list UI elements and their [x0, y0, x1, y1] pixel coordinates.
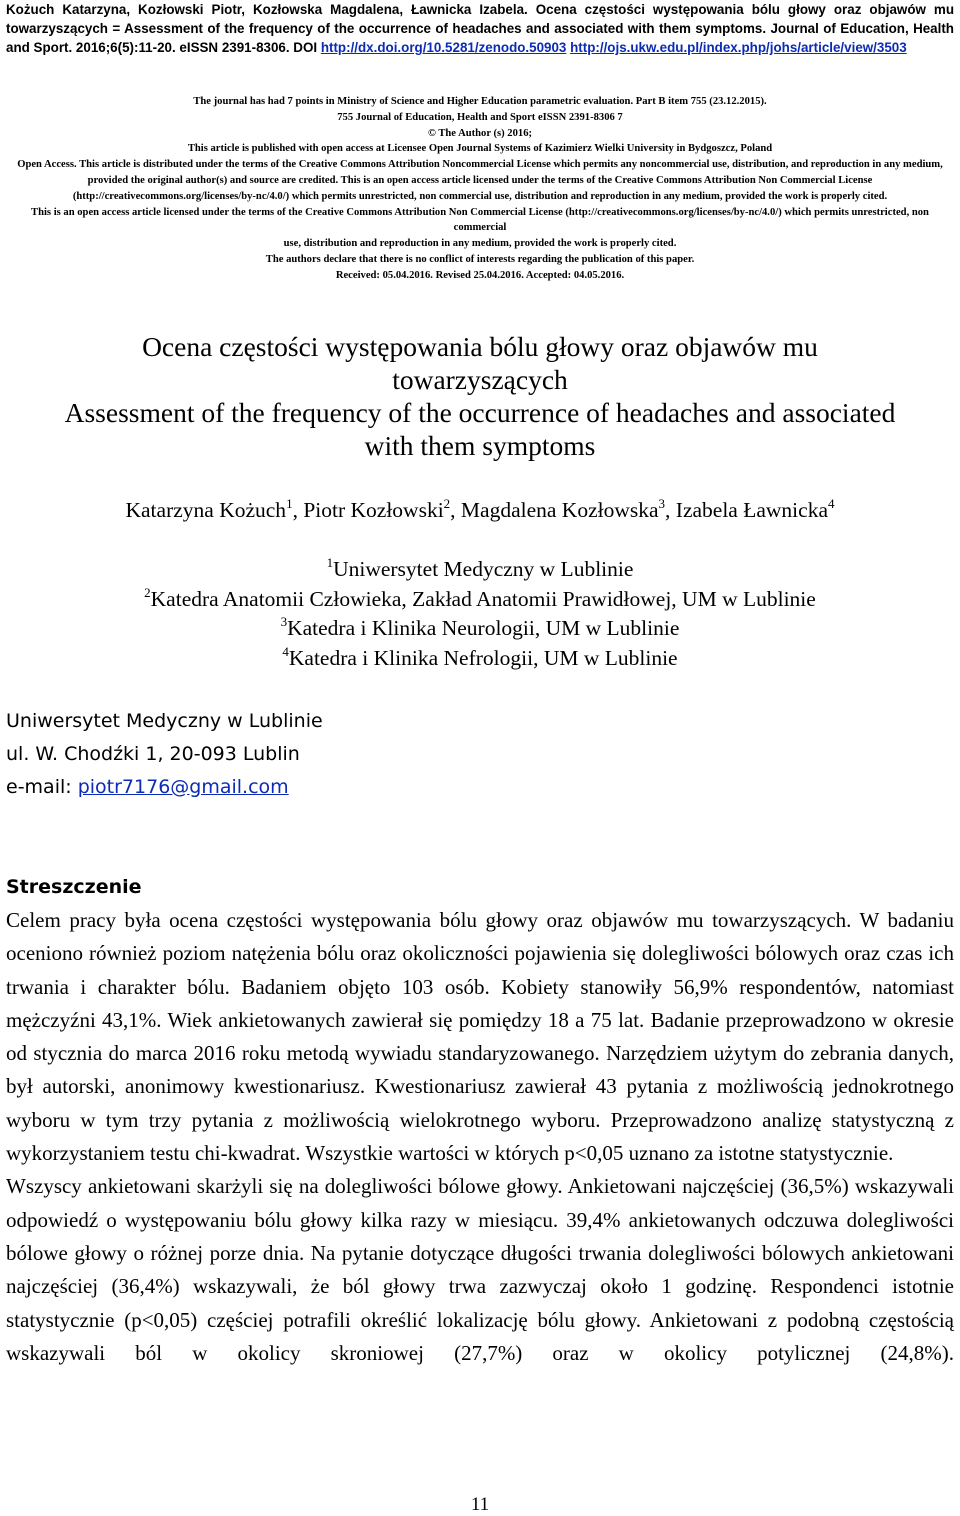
- affiliation-text: Katedra Anatomii Człowieka, Zakład Anatomii Prawidłowej, UM w Lublinie: [150, 586, 816, 611]
- abstract-paragraph-1: Celem pracy była ocena częstości występowania bólu głowy oraz objawów mu towarzyszących. W badaniu oceniono również poziom natężenia bólu oraz okoliczności pojawienia się dolegliwości bólowych oraz czas ich trwania i charakter bólu. Badaniem objęto 103 osób. Kobiety stanowiły 56,9% respondentów, natomiast mężczyźni 43,1%. Wiek ankietowanych zawierał się pomiędzy 18 a 75 lat. Badanie przeprowadzono w okresie od stycznia do marca 2016 roku metodą wywiadu standaryzowanego. Narzędziem użytym do zebrania danych, był autorski, anonimowy kwestionariusz. Kwestionariusz zawierał 43 pytania z możliwością jednokrotnego wyboru w tym trzy pytania z możliwością wielokrotnego wyboru. Przeprowadzono analizę statystyczną z wykorzystaniem testu chi-kwadrat. Wszystkie wartości w których p<0,05 uznano za istotne statystycznie.: [6, 908, 954, 1166]
- author-affiliation-sup: 3: [658, 496, 666, 511]
- author-affiliation-sup: 4: [828, 496, 835, 511]
- doi-link[interactable]: http://dx.doi.org/10.5281/zenodo.50903: [320, 40, 567, 55]
- affiliation-list: [0, 555, 960, 673]
- copyright-line: © The Author (s) 2016;: [427, 127, 533, 139]
- affiliation-text: Katedra i Klinika Neurologii, UM w Lublinie: [287, 616, 680, 640]
- citation-text: Kożuch Katarzyna, Kozłowski Piotr, Kozłowska Magdalena, Ławnicka Izabela. Ocena częstości występowania bólu głowy oraz objawów mu towarzyszących = Assessment of the frequency of the occurrence of headaches and associated with them symptoms. Journal of Education, Health and Sport. 2016;6(5):11-20. eISSN 2391-8306. DOI: [6, 2, 954, 55]
- author-affiliation-sup: 1: [286, 496, 293, 511]
- title-polish-line-1: Ocena częstości występowania bólu głowy oraz objawów mu: [142, 331, 818, 362]
- email-link[interactable]: piotr7176@gmail.com: [77, 776, 289, 798]
- address-line-1: Uniwersytet Medyczny w Lublinie: [6, 710, 323, 732]
- affiliation-text: Katedra i Klinika Nefrologii, UM w Lublinie: [288, 645, 678, 670]
- affiliation-item: [0, 555, 960, 585]
- title-english-line-1: Assessment of the frequency of the occurrence of headaches and associated: [64, 397, 896, 428]
- publisher-line: This article is published with open access at Licensee Open Journal Systems of Kazimierz Wielki University in Bydgoszcz, Poland: [187, 143, 773, 155]
- abstract-body: [6, 904, 954, 1370]
- affiliation-item: [0, 585, 960, 615]
- abstract-heading: Streszczenie: [6, 876, 142, 898]
- email-line: [6, 771, 606, 804]
- author-name: Katarzyna Kożuch: [125, 498, 287, 522]
- abstract-paragraph-2: Wszyscy ankietowani skarżyli się na dolegliwości bólowe głowy. Ankietowani najczęściej (36,5%) wskazywali odpowiedź o występowaniu bólu głowy kilka razy w miesiącu. 39,4% ankietowanych odczuwa dolegliwości bólowe głowy o różnej porze dnia. Na pytanie dotyczące długości trwania dolegliwości bólowych ankietowani najczęściej (36,4%) wskazywali, że ból głowy trwa zazwyczaj około 1 godzinę. Respondenci istotnie statystycznie (p<0,05) częściej potrafili określić lokalizację bólu głowy. Ankietowani z podobną częstością wskazywali ból w okolicy skroniowej (27,7%) oraz w okolicy potylicznej (24,8%).: [6, 1174, 954, 1365]
- page-number: 11: [470, 1494, 490, 1515]
- affiliation-item: [0, 644, 960, 674]
- author-affiliation-sup: 2: [443, 496, 451, 511]
- affiliation-number: 4: [282, 643, 289, 659]
- author-list: [0, 495, 960, 525]
- article-title: [0, 330, 960, 462]
- title-polish-line-2: towarzyszących: [392, 364, 568, 395]
- author-name: , Izabela Ławnicka: [665, 498, 828, 522]
- author-name: , Magdalena Kozłowska: [450, 498, 659, 522]
- email-label: e-mail:: [6, 776, 78, 798]
- open-access-line: Open Access. This article is distributed under the terms of the Creative Commons Attribution Noncommercial License which permits any noncommercial use, distribution, and reproduction in any medium,: [17, 159, 943, 171]
- affiliation-text: Uniwersytet Medyczny w Lublinie: [333, 557, 634, 581]
- author-name: , Piotr Kozłowski: [292, 498, 444, 522]
- journal-points-line: The journal has had 7 points in Ministry of Science and Higher Education parametric evaluation. Part B item 755 (23.12.2015).: [193, 96, 767, 107]
- citation-block: [6, 0, 954, 57]
- affiliation-number: 3: [280, 614, 288, 629]
- affiliation-number: 2: [144, 584, 151, 600]
- license-line-2: This is an open access article licensed under the terms of the Creative Commons Attribution Non Commercial License (http://creativecommons.org/licenses/by-nc/4.0/) which permits unrestricted, non commercial: [31, 206, 929, 234]
- correspondence-address: [6, 705, 606, 804]
- address-line-2: ul. W. Chodźki 1, 20-093 Lublin: [6, 743, 300, 765]
- dates-line: Received: 05.04.2016. Revised 25.04.2016. Accepted: 04.05.2016.: [335, 269, 625, 281]
- conflict-line: The authors declare that there is no conflict of interests regarding the publication of this paper.: [265, 253, 695, 265]
- license-line-3: use, distribution and reproduction in any medium, provided the work is properly cited.: [283, 238, 677, 250]
- ojs-link[interactable]: http://ojs.ukw.edu.pl/index.php/johs/article/view/3503: [570, 40, 907, 55]
- title-english-line-2: with them symptoms: [364, 430, 596, 461]
- affiliation-item: [0, 614, 960, 644]
- license-line: provided the original author(s) and source are credited. This is an open access article licensed under the terms of the Creative Commons Attribution Non Commercial License (http://creativecommons.org/licenses/by-nc/4.0/) which permits unrestricted, non commercial use, distribution and reproduction in any medium, provided the work is properly cited.: [72, 174, 888, 202]
- journal-issn-line: 755 Journal of Education, Health and Sport eISSN 2391-8306 7: [337, 111, 623, 123]
- journal-info: [6, 94, 954, 284]
- affiliation-number: 1: [326, 555, 334, 570]
